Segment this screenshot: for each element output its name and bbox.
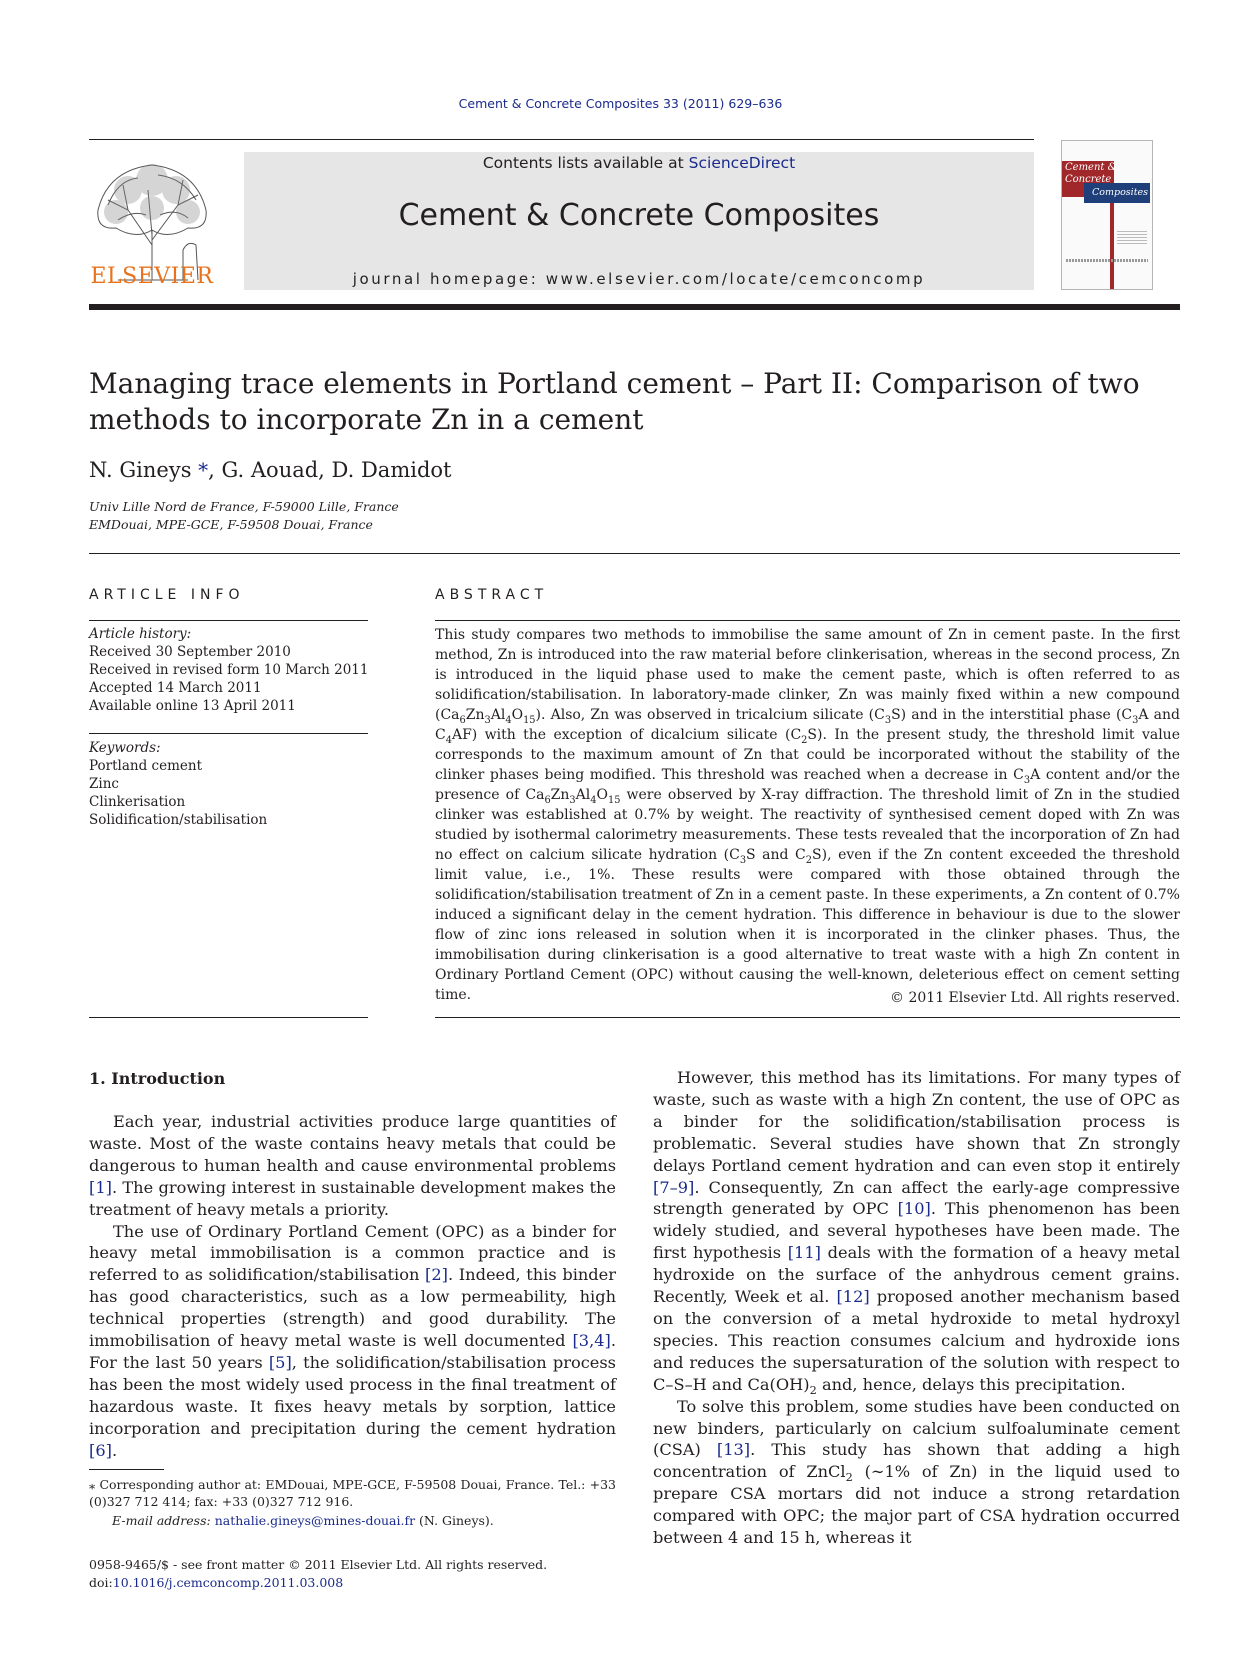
corresponding-author-note: ⁎ Corresponding author at: EMDouai, MPE-GCE, F-59508 Douai, France. Tel.: +33 (0)327 712 414; fax: +33 (0)327 712 916. (89, 1477, 616, 1509)
article-info-rule (89, 620, 368, 621)
header-top-rule (89, 139, 1034, 140)
abstract-heading: ABSTRACT (435, 587, 549, 603)
abstract-top-rule (435, 620, 1180, 621)
author-others: , G. Aouad, D. Damidot (208, 458, 452, 482)
abstract-bottom-rule (435, 1017, 1180, 1018)
history-revised: Received in revised form 10 March 2011 (89, 662, 369, 678)
publisher-logo-text[interactable]: ELSEVIER (90, 264, 214, 289)
ref-link[interactable]: [12] (836, 1287, 870, 1307)
article-title: Managing trace elements in Portland cement – Part II: Comparison of two methods to incorporate Zn in a cement (89, 367, 1140, 436)
ref-link[interactable]: [13] (716, 1440, 751, 1460)
author-primary: N. Gineys (89, 458, 192, 482)
contents-line (244, 154, 1034, 172)
sciencedirect-link[interactable]: ScienceDirect (688, 154, 796, 172)
cover-fine-print (1117, 231, 1147, 245)
cover-bottom-line (1066, 259, 1148, 262)
email-label: E-mail address: (112, 1513, 215, 1528)
footnote-rule (89, 1469, 164, 1470)
intro-paragraph-3: However, this method has its limitations. For many types of waste, such as waste with a high Zn content, the use of OPC as a binder for the solidification/stabilisation process is problematic. Several studies have shown that Zn strongly delays Portland cement hydration and can even stop it entirely [7–9]. Consequently, Zn can affect the early-age compressive strength generated by OPC [10]. This phenomenon has been widely studied, and several hypotheses have been made. The first hypothesis [11] deals with the formation of a heavy metal hydroxide on the surface of the anhydrous cement grains. Recently, Week et al. [12] proposed another mechanism based on the conversion of a metal hydroxide to metal hydroxyl species. This reaction consumes calcium and hydroxide ions and reduces the supersaturation of the solution with respect to C–S–H and $Ca(OH)_2$ and, hence, delays this precipitation. (653, 1068, 1180, 1397)
doi-line (89, 1574, 343, 1591)
keyword-item: Solidification/stabilisation (89, 812, 268, 828)
introduction-heading: 1. Introduction (89, 1069, 226, 1088)
ref-link[interactable]: [2] (425, 1265, 448, 1285)
history-accepted: Accepted 14 March 2011 (89, 680, 262, 696)
ref-link[interactable]: [11] (787, 1243, 821, 1263)
article-info-heading: ARTICLE INFO (89, 587, 245, 603)
doi-link[interactable]: 10.1016/j.cemconcomp.2011.03.008 (112, 1575, 344, 1590)
intro-paragraph-2: The use of Ordinary Portland Cement (OPC) as a binder for heavy metal immobilisation is a common practice and is referred to as solidification/stabilisation [2]. Indeed, this binder has good characteristics, such as a low permeability, high technical properties (strength) and good durability. The immobilisation of heavy metal waste is well documented [3,4]. For the last 50 years [5], the solidification/stabilisation process has been the most widely used process in the final treatment of hazardous waste. It fixes heavy metals by sorption, lattice incorporation and precipitation during the cement hydration [6]. (89, 1221, 616, 1460)
intro-paragraph-4: To solve this problem, some studies have been conducted on new binders, particularly on calcium sulfoaluminate cement (CSA) [13]. This study has shown that adding a high concentration of ZnCl$_2$ (∼1% of Zn) in the liquid used to prepare CSA mortars did not induce a strong retardation compared with OPC; the major part of CSA hydration occurred between 4 and 15 h, whereas it (653, 1396, 1180, 1548)
article-info-bottom-rule (89, 1017, 368, 1018)
cover-title-line2: Concrete (1065, 174, 1112, 185)
journal-cover-thumbnail[interactable] (1061, 140, 1153, 290)
title-bottom-rule (89, 553, 1180, 554)
journal-citation[interactable]: Cement & Concrete Composites 33 (2011) 629–636 (458, 96, 783, 111)
keyword-item: Clinkerisation (89, 794, 186, 810)
doi-label: doi: (89, 1575, 113, 1590)
ref-link[interactable]: [5] (268, 1352, 292, 1372)
intro-right-column (653, 1067, 1180, 1549)
abstract-text: This study compares two methods to immobilise the same amount of Zn in cement paste. In the first method, Zn is introduced into the raw material before clinkerisation, whereas in the second process, Zn is introduced in the liquid phase used to make the cement paste, which is often referred to as solidification/stabilisation. In laboratory-made clinker, Zn was mainly fixed within a new compound $(Ca_6Zn_3Al_4O_{15})$. Also, Zn was observed in tricalcium silicate $(C_3S)$ and in the interstitial phase ($C_3A$ and $C_4AF$) with the exception of dicalcium silicate $(C_2S)$. In the present study, the threshold limit value corresponds to the maximum amount of Zn that could be incorporated without the stability of the clinker phases being modified. This threshold was reached when a decrease in $C_3A$ content and/or the presence of $Ca_6Zn_3Al_4O_{15}$ were observed by X-ray diffraction. The threshold limit of Zn in the studied clinker was established at 0.7% by weight. The reactivity of synthesised cement doped with Zn was studied by isothermal calorimetry measurements. These tests revealed that the incorporation of Zn had no effect on calcium silicate hydration ($C_3S$ and $C_2S$), even if the Zn content exceeded the threshold limit value, i.e., 1%. These results were compared with those obtained through the solidification/stabilisation treatment of Zn in a cement paste. In these experiments, a Zn content of 0.7% induced a significant delay in the cement hydration. This difference in behaviour is due to the slower flow of zinc ions released in solution when it is incorporated in the clinker phases. Thus, the immobilisation during clinkerisation is a good alternative to treat waste with a high Zn content in Ordinary Portland Cement (OPC) without causing the well-known, deleterious effect on cement setting time. (435, 627, 1180, 1003)
ref-link[interactable]: [3,4] (572, 1331, 611, 1351)
journal-title: Cement & Concrete Composites (398, 198, 880, 233)
keywords-label: Keywords: (89, 740, 161, 756)
ref-link[interactable]: [10] (897, 1199, 931, 1219)
cover-title-line1: Cement & (1065, 162, 1117, 173)
intro-paragraph-1: Each year, industrial activities produce large quantities of waste. Most of the waste contains heavy metals that could be dangerous to human health and cause environmental problems [1]. The growing interest in sustainable development makes the treatment of heavy metals a priority. (89, 1112, 616, 1219)
keywords-rule (89, 733, 368, 734)
history-online: Available online 13 April 2011 (89, 698, 296, 714)
author-list (89, 458, 451, 482)
abstract-copyright: © 2011 Elsevier Ltd. All rights reserved. (890, 990, 1180, 1006)
cover-title-line3: Composites (1092, 187, 1149, 198)
ref-link[interactable]: [6] (89, 1440, 112, 1460)
history-received: Received 30 September 2010 (89, 644, 291, 660)
ref-link[interactable]: [1] (89, 1177, 112, 1197)
ref-link[interactable]: [7–9] (653, 1177, 695, 1197)
email-line (112, 1512, 494, 1529)
intro-left-column (89, 1111, 616, 1462)
contents-prefix: Contents lists available at (482, 154, 689, 172)
corresponding-author-marker[interactable]: * (198, 458, 209, 482)
email-suffix: (N. Gineys). (415, 1513, 494, 1528)
email-link[interactable]: nathalie.gineys@mines-douai.fr (214, 1513, 416, 1528)
header-thick-rule (89, 304, 1180, 310)
affiliation-1: Univ Lille Nord de France, F-59000 Lille, France (89, 499, 399, 514)
keyword-item: Portland cement (89, 758, 202, 774)
journal-homepage-link[interactable]: journal homepage: www.elsevier.com/locate/cemconcomp (352, 270, 926, 288)
keyword-item: Zinc (89, 776, 119, 792)
history-label: Article history: (89, 626, 192, 642)
affiliation-2: EMDouai, MPE-GCE, F-59508 Douai, France (89, 517, 373, 532)
issn-line: 0958-9465/$ - see front matter © 2011 Elsevier Ltd. All rights reserved. (89, 1557, 548, 1572)
